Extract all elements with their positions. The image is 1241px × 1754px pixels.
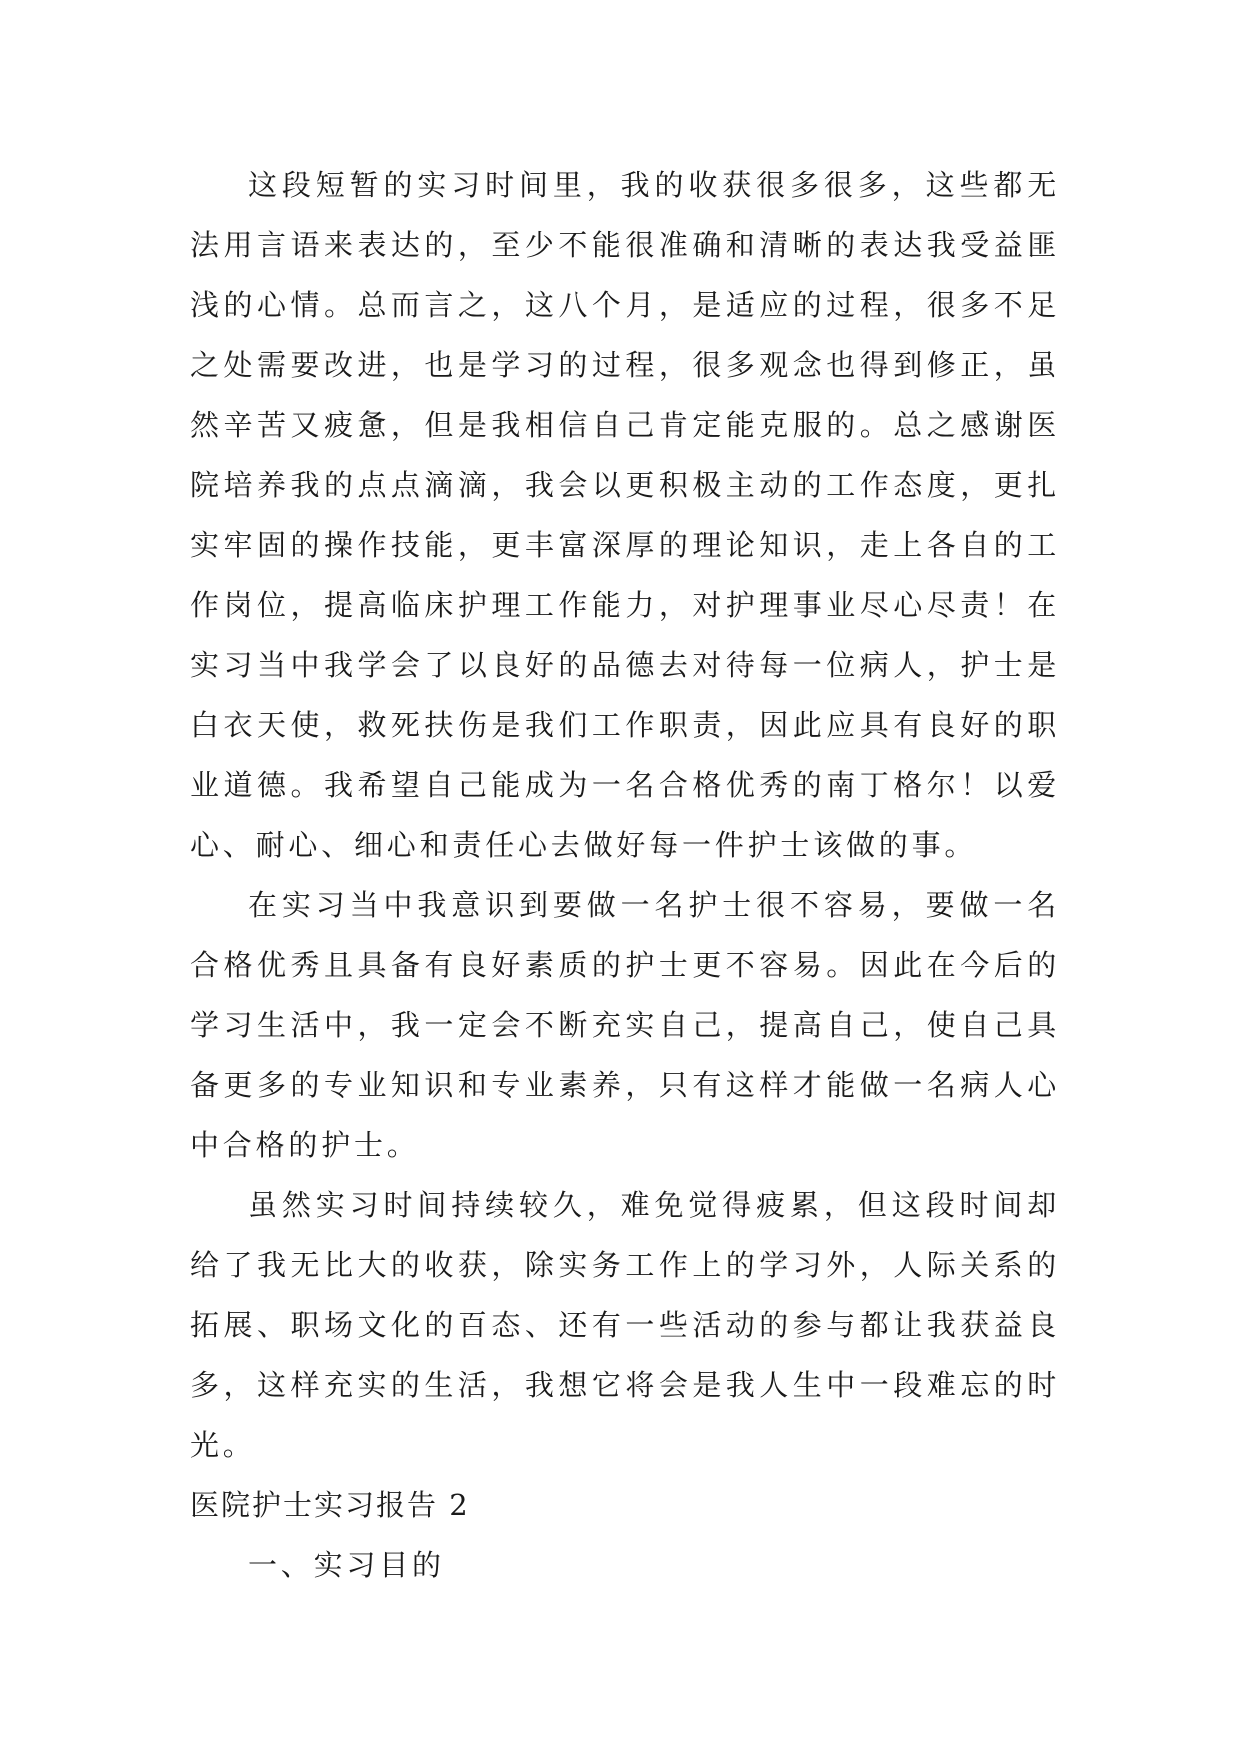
paragraph-1: 这段短暂的实习时间里，我的收获很多很多，这些都无法用言语来表达的，至少不能很准确和清晰的表达我受益匪浅的心情。总而言之，这八个月，是适应的过程，很多不足之处需要改进，也是学习的过程，很多观念也得到修正，虽然辛苦又疲惫，但是我相信自己肯定能克服的。总之感谢医院培养我的点点滴滴，我会以更积极主动的工作态度，更扎实牢固的操作技能，更丰富深厚的理论知识，走上各自的工作岗位，提高临床护理工作能力，对护理事业尽心尽责！在实习当中我学会了以良好的品德去对待每一位病人，护士是白衣天使，救死扶伤是我们工作职责，因此应具有良好的职业道德。我希望自己能成为一名合格优秀的南丁格尔！以爱心、耐心、细心和责任心去做好每一件护士该做的事。 [190, 168, 1060, 862]
paragraph-3: 虽然实习时间持续较久，难免觉得疲累，但这段时间却给了我无比大的收获，除实务工作上的学习外，人际关系的拓展、职场文化的百态、还有一些活动的参与都让我获益良多，这样充实的生活，我想它将会是我人生中一段难忘的时光。 [190, 1188, 1060, 1462]
document-body [190, 155, 1060, 1595]
paragraph-2: 在实习当中我意识到要做一名护士很不容易，要做一名合格优秀且具备有良好素质的护士更不容易。因此在今后的学习生活中，我一定会不断充实自己，提高自己，使自己具备更多的专业知识和专业素养，只有这样才能做一名病人心中合格的护士。 [190, 888, 1060, 1162]
section-title: 医院护士实习报告 2 [190, 1488, 470, 1522]
subsection-title: 一、实习目的 [248, 1548, 445, 1582]
